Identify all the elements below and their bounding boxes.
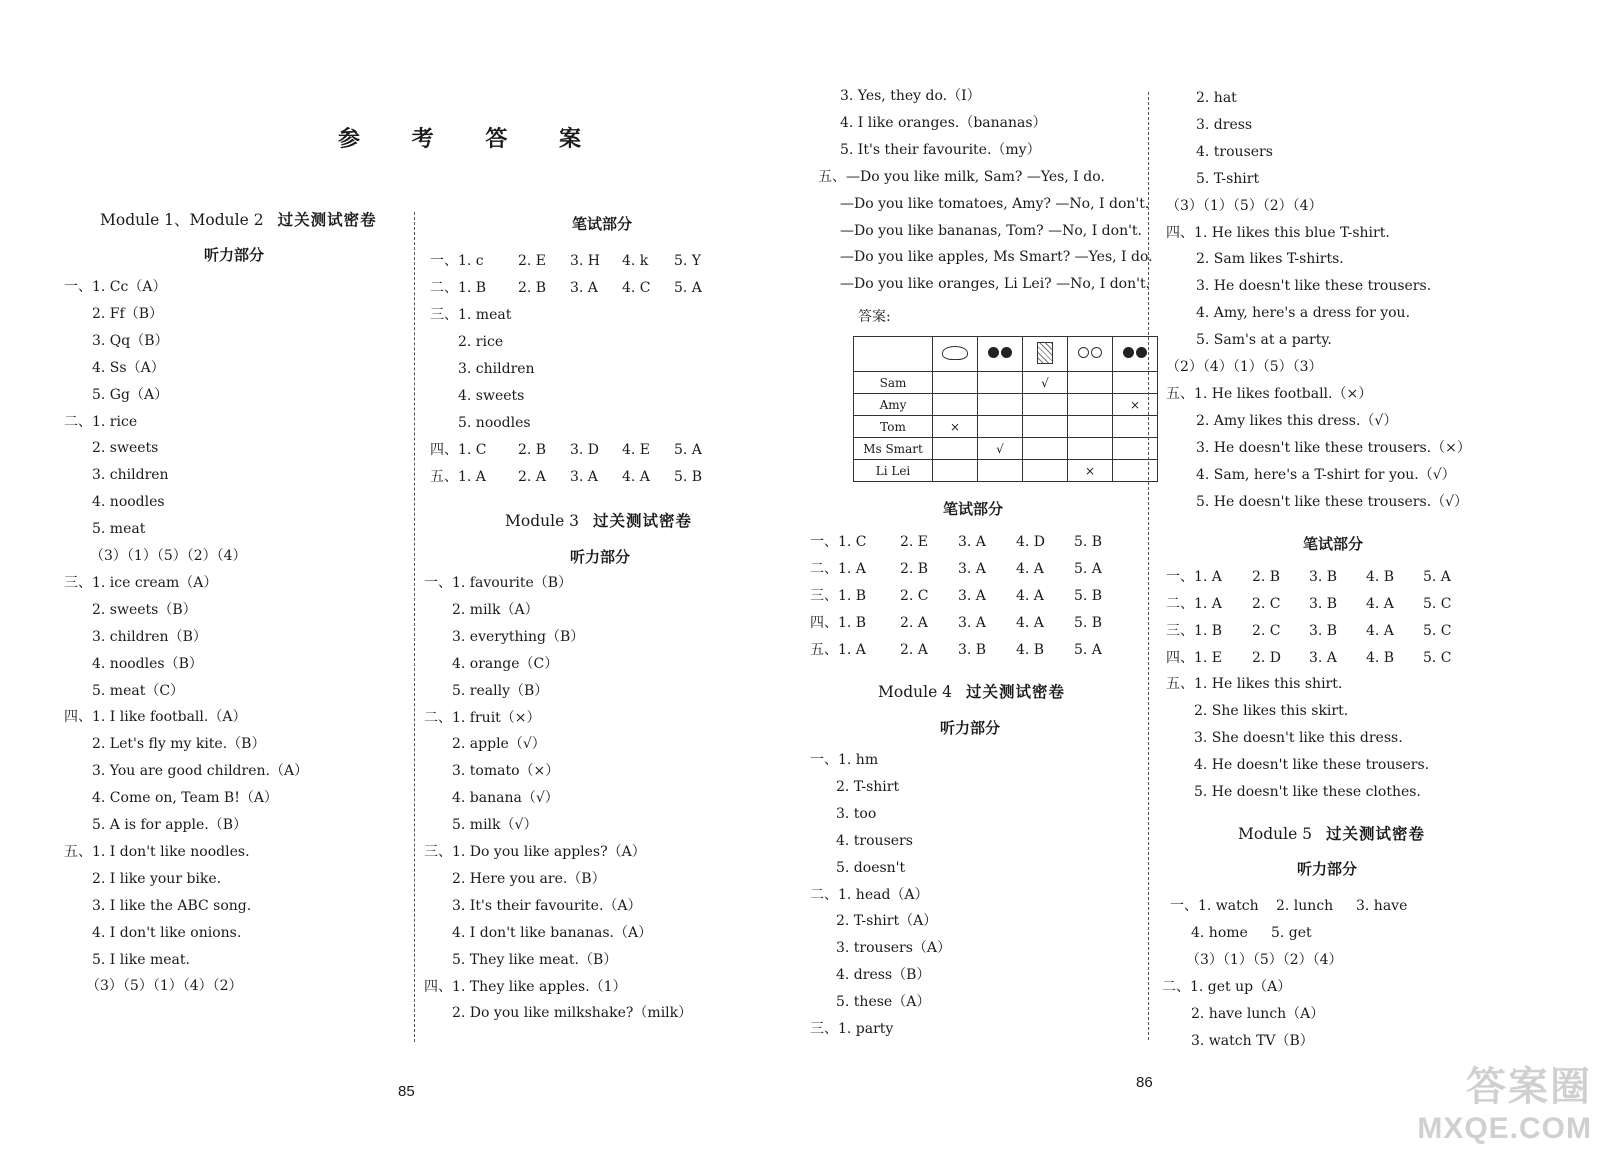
answer-row: 一、1. A 2. B 3. B 4. B 5. A: [1166, 569, 1451, 585]
answer-line: 4. sweets: [458, 387, 525, 404]
row-name: Ms Smart: [854, 438, 933, 460]
answer-line: 5. It's their favourite.（my）: [840, 141, 1041, 158]
answer-line: 3. tomato（×）: [452, 763, 560, 780]
answer-line: 5. A is for apple.（B）: [92, 817, 248, 833]
answer-line: 三、1. meat: [430, 307, 512, 323]
answer-line: 2. I like your bike.: [92, 870, 222, 887]
answer-line: 2. rice: [458, 333, 504, 350]
row-name: Amy: [854, 394, 933, 416]
answer-line: 4. noodles（B）: [92, 655, 203, 672]
answer-line: 3. You are good children.（A）: [92, 763, 309, 780]
section-heading-written: 笔试部分: [943, 500, 1004, 518]
answer-line: 三、1. party: [810, 1021, 894, 1037]
answer-line: 四、1. I like football.（A）: [64, 709, 247, 726]
answer-line: 3. It's their favourite.（A）: [452, 897, 642, 914]
answer-line: 3. children（B）: [92, 628, 207, 645]
row-name: Sam: [854, 372, 933, 394]
order-answer: （3）（1）（5）（2）（4）: [1186, 952, 1343, 968]
answer-line: 4. orange（C）: [452, 655, 559, 672]
answer-line: 一、1. favourite（B）: [424, 575, 573, 591]
module-heading-3: Module 3 过关测试密卷: [505, 511, 693, 530]
mark-cell: √: [978, 438, 1023, 460]
answer-line: 4. banana（√）: [452, 790, 559, 807]
answer-line: 5. meat: [92, 521, 146, 538]
mark-cell: ×: [1068, 460, 1113, 482]
answer-line: 一、1. hm: [810, 752, 879, 768]
row-name: Li Lei: [854, 460, 933, 482]
answer-label: 答案:: [858, 309, 891, 325]
answer-line: 3. everything（B）: [452, 628, 585, 645]
answer-line: 2. Sam likes T-shirts.: [1196, 251, 1344, 268]
answer-line: 三、1. ice cream（A）: [64, 574, 218, 591]
answer-line: 3. children: [458, 360, 535, 377]
answer-row: 四、1. B 2. A 3. A 4. A 5. B: [810, 614, 1103, 631]
section-heading-listening: 听力部分: [1297, 860, 1358, 878]
section-heading-listening: 听力部分: [940, 719, 1001, 737]
page-number: 86: [1136, 1074, 1153, 1091]
answer-row: 一、1. watch 2. lunch 3. have: [1170, 898, 1408, 914]
answer-row: 二、1. A 2. B 3. A 4. A 5. A: [810, 560, 1102, 577]
answer-line: 2. sweets（B）: [92, 601, 197, 618]
answer-row: 4. home 5. get: [1191, 925, 1312, 941]
answer-line: 3. Yes, they do.（I）: [840, 88, 981, 104]
answer-line: 4. Come on, Team B!（A）: [92, 790, 278, 807]
section-heading-listening: 听力部分: [570, 548, 631, 566]
answer-row: 一、1. C 2. E 3. A 4. D 5. B: [810, 534, 1103, 550]
answer-line: 五、—Do you like milk, Sam? —Yes, I do.: [818, 168, 1105, 185]
answer-line: 2. Do you like milkshake?（milk）: [452, 1005, 693, 1022]
section-heading-listening: 听力部分: [204, 246, 265, 264]
answer-line: 3. watch TV（B）: [1191, 1032, 1314, 1049]
answer-line: 4. dress（B）: [836, 967, 931, 984]
answer-line: 3. He doesn't like these trousers.: [1196, 278, 1432, 295]
answer-line: 2. hat: [1196, 90, 1237, 106]
answer-line: 2. T-shirt: [836, 778, 900, 795]
answer-line: 2. Here you are.（B）: [452, 870, 606, 887]
answer-line: 5. Sam's at a party.: [1196, 332, 1332, 349]
answer-line: 二、1. get up（A）: [1162, 979, 1292, 995]
answer-line: 2. milk（A）: [452, 601, 539, 618]
answer-line: 4. trousers: [836, 832, 913, 849]
right-page-content: [800, 0, 1600, 1152]
answer-line: 2. Ff（B）: [92, 305, 163, 322]
answer-line: 5. They like meat.（B）: [452, 951, 618, 968]
answer-line: 三、1. Do you like apples?（A）: [424, 844, 646, 860]
answer-line: 4. He doesn't like these trousers.: [1194, 756, 1430, 773]
answer-line: 2. T-shirt（A）: [836, 913, 938, 930]
section-heading-written: 笔试部分: [1303, 535, 1364, 553]
answer-line: 4. trousers: [1196, 143, 1273, 160]
column-divider: [1148, 92, 1149, 1040]
answer-line: 5. He doesn't like these trousers.（√）: [1196, 493, 1469, 510]
answer-row: 三、1. B 2. C 3. A 4. A 5. B: [810, 587, 1103, 604]
answer-line: 4. I don't like bananas.（A）: [452, 924, 653, 941]
answer-line: 2. She likes this skirt.: [1194, 702, 1349, 719]
answer-line: （3）（1）（5）（2）（4）: [90, 548, 247, 564]
answer-row: 三、1. B 2. C 3. B 4. A 5. C: [1166, 622, 1452, 639]
answer-line: （3）（1）（5）（2）（4）: [1166, 197, 1323, 214]
answer-row: 四、1. E 2. D 3. A 4. B 5. C: [1166, 649, 1452, 666]
answer-line: 5. doesn't: [836, 859, 906, 876]
answer-line: 2. sweets: [92, 440, 159, 457]
answer-line: 5. Gg（A）: [92, 386, 169, 403]
answer-line: 四、1. They like apples.（1）: [424, 978, 627, 995]
answer-line: —Do you like apples, Ms Smart? —Yes, I do.: [840, 249, 1153, 266]
module-heading-4: Module 4 过关测试密卷: [878, 682, 1066, 701]
answer-line: 五、1. He likes this shirt.: [1166, 676, 1343, 692]
answer-line: 二、1. head（A）: [810, 886, 929, 903]
page-number: 85: [398, 1083, 415, 1100]
answer-line: 5. T-shirt: [1196, 170, 1260, 187]
answer-line: 3. dress: [1196, 116, 1253, 133]
answer-line: 5. I like meat.: [92, 951, 190, 968]
answer-row: 四、1. C 2. B 3. D 4. E 5. A: [430, 442, 702, 458]
answer-row: 二、1. B 2. B 3. A 4. C 5. A: [430, 280, 702, 296]
answer-line: 3. trousers（A）: [836, 940, 952, 957]
answer-line: 3. I like the ABC song.: [92, 897, 252, 914]
answer-line: 4. I like oranges.（bananas）: [840, 114, 1047, 131]
column-divider: [414, 212, 415, 1042]
answer-line: 3. She doesn't like this dress.: [1194, 729, 1403, 746]
answer-line: 一、1. Cc（A）: [64, 279, 167, 295]
answer-line: 5. these（A）: [836, 994, 931, 1011]
mark-cell: ×: [933, 416, 978, 438]
answer-line: 2. Amy likes this dress.（√）: [1196, 412, 1398, 429]
answer-line: 2. have lunch（A）: [1191, 1005, 1325, 1022]
watermark: 答案圈 MXQE.COM: [1417, 1065, 1592, 1145]
answer-line: 3. He doesn't like these trousers.（×）: [1196, 439, 1471, 456]
answer-line: 二、1. rice: [64, 413, 138, 430]
answer-line: 二、1. fruit（×）: [424, 709, 541, 726]
answer-line: 2. apple（√）: [452, 736, 546, 753]
answer-line: 4. I don't like onions.: [92, 924, 242, 941]
answer-line: 5. milk（√）: [452, 817, 538, 834]
answer-line: 3. children: [92, 467, 169, 484]
answer-line: 3. too: [836, 805, 877, 822]
answer-row: 五、1. A 2. A 3. B 4. B 5. A: [810, 641, 1102, 658]
page-title: 参 考 答 案: [338, 126, 603, 152]
answer-line: 5. He doesn't like these clothes.: [1194, 783, 1421, 800]
answer-line: 2. Let's fly my kite.（B）: [92, 736, 266, 753]
answer-line: 5. meat（C）: [92, 682, 185, 699]
answer-line: 4. Ss（A）: [92, 359, 165, 376]
answer-line: 五、1. He likes football.（×）: [1166, 385, 1373, 402]
answer-line: 4. Amy, here's a dress for you.: [1196, 305, 1411, 322]
answer-line: —Do you like oranges, Li Lei? —No, I don't.: [840, 276, 1151, 293]
answer-row: 二、1. A 2. C 3. B 4. A 5. C: [1166, 595, 1452, 612]
section-heading-written: 笔试部分: [572, 215, 633, 233]
answer-line: 3. Qq（B）: [92, 332, 169, 349]
answer-line: 5. noodles: [458, 414, 531, 431]
row-name: Tom: [854, 416, 933, 438]
mark-cell: ×: [1113, 394, 1158, 416]
answer-row: 五、1. A 2. A 3. A 4. A 5. B: [430, 469, 703, 485]
answer-line: 4. noodles: [92, 494, 165, 511]
module-heading-5: Module 5 过关测试密卷: [1238, 824, 1426, 843]
answer-line: 五、1. I don't like noodles.: [64, 843, 250, 860]
answer-line: —Do you like tomatoes, Amy? —No, I don't.: [840, 195, 1150, 212]
answer-line: 5. really（B）: [452, 682, 549, 699]
mark-cell: √: [1023, 372, 1068, 394]
module-heading-1-2: Module 1、Module 2 过关测试密卷: [100, 210, 377, 229]
answer-row: 一、1. c 2. E 3. H 4. k 5. Y: [430, 253, 702, 269]
answer-line: （3）（5）（1）（4）（2）: [86, 978, 243, 995]
answer-line: （2）（4）（1）（5）（3）: [1166, 359, 1323, 375]
answer-line: —Do you like bananas, Tom? —No, I don't.: [840, 222, 1143, 239]
answer-line: 4. Sam, here's a T-shirt for you.（√）: [1196, 466, 1456, 483]
answer-line: 四、1. He likes this blue T-shirt.: [1166, 224, 1390, 241]
